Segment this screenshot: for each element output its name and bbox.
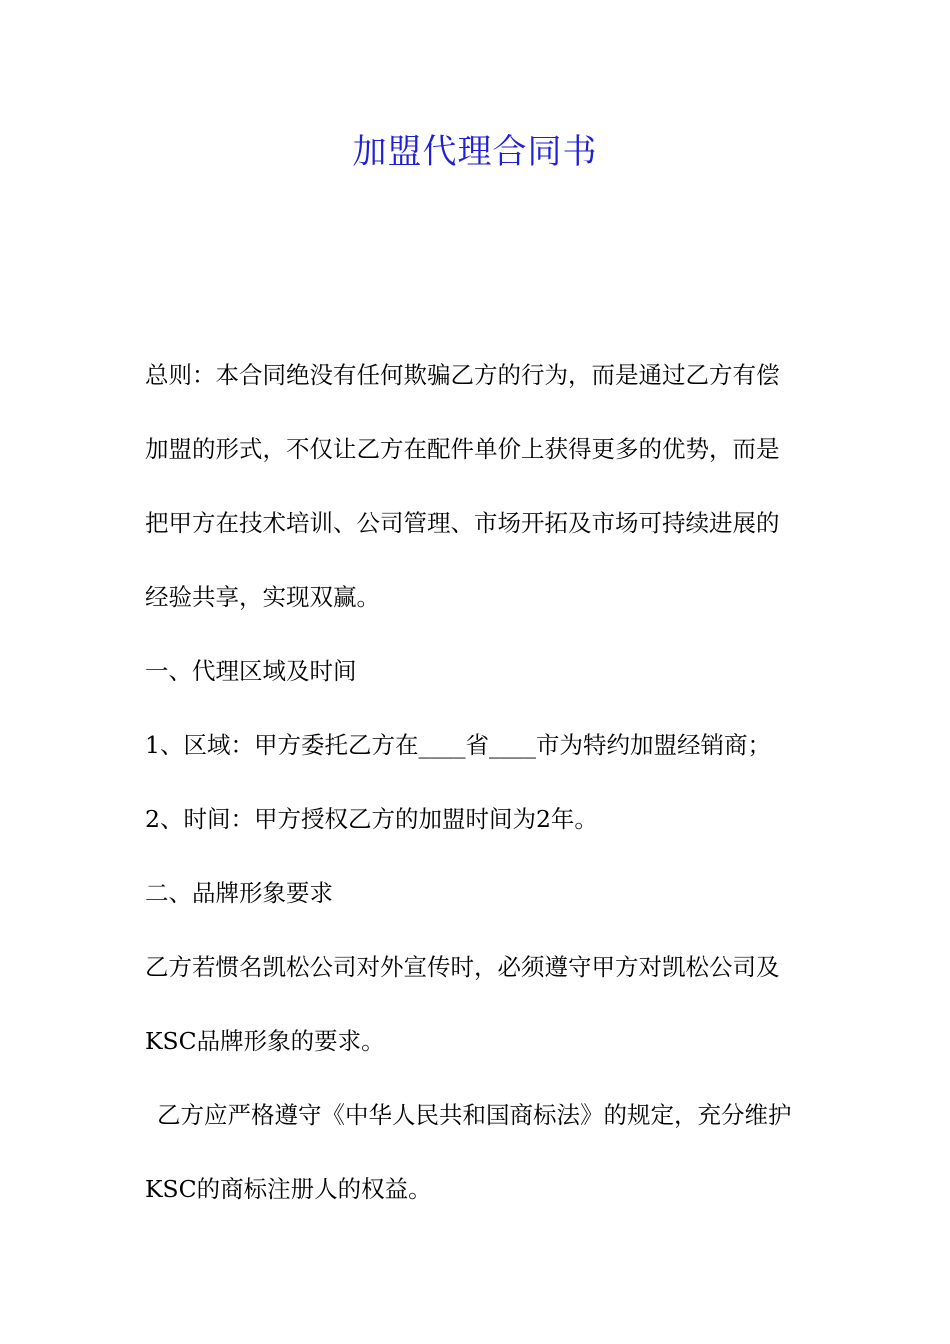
clause-area: 1、区域：甲方委托乙方在____省____市为特约加盟经销商； — [145, 731, 771, 759]
document-body — [145, 338, 810, 1226]
paragraph-line-trademark-2: KSC的商标注册人的权益。 — [145, 1175, 432, 1203]
section-heading-area-time: 一、代理区域及时间 — [145, 657, 357, 685]
paragraph-line-general-2: 加盟的形式，不仅让乙方在配件单价上获得更多的优势，而是 — [145, 435, 780, 463]
document-title: 加盟代理合同书 — [352, 132, 598, 172]
paragraph-line-general-1: 总则：本合同绝没有任何欺骗乙方的行为，而是通过乙方有偿 — [145, 361, 780, 389]
paragraph-line-trademark-1-text: 乙方应严格遵守《中华人民共和国商标法》的规定，充分维护 — [157, 1101, 792, 1129]
section-heading-brand-image: 二、品牌形象要求 — [145, 879, 333, 907]
paragraph-line-general-3: 把甲方在技术培训、公司管理、市场开拓及市场可持续进展的 — [145, 509, 780, 537]
paragraph-line-general-4: 经验共享，实现双赢。 — [145, 583, 380, 611]
paragraph-line-brand-1: 乙方若惯名凯松公司对外宣传时，必须遵守甲方对凯松公司及 — [145, 953, 780, 981]
paragraph-line-trademark-1 — [145, 1078, 810, 1152]
paragraph-line-brand-2: KSC品牌形象的要求。 — [145, 1027, 385, 1055]
clause-time: 2、时间：甲方授权乙方的加盟时间为2年。 — [145, 805, 598, 833]
